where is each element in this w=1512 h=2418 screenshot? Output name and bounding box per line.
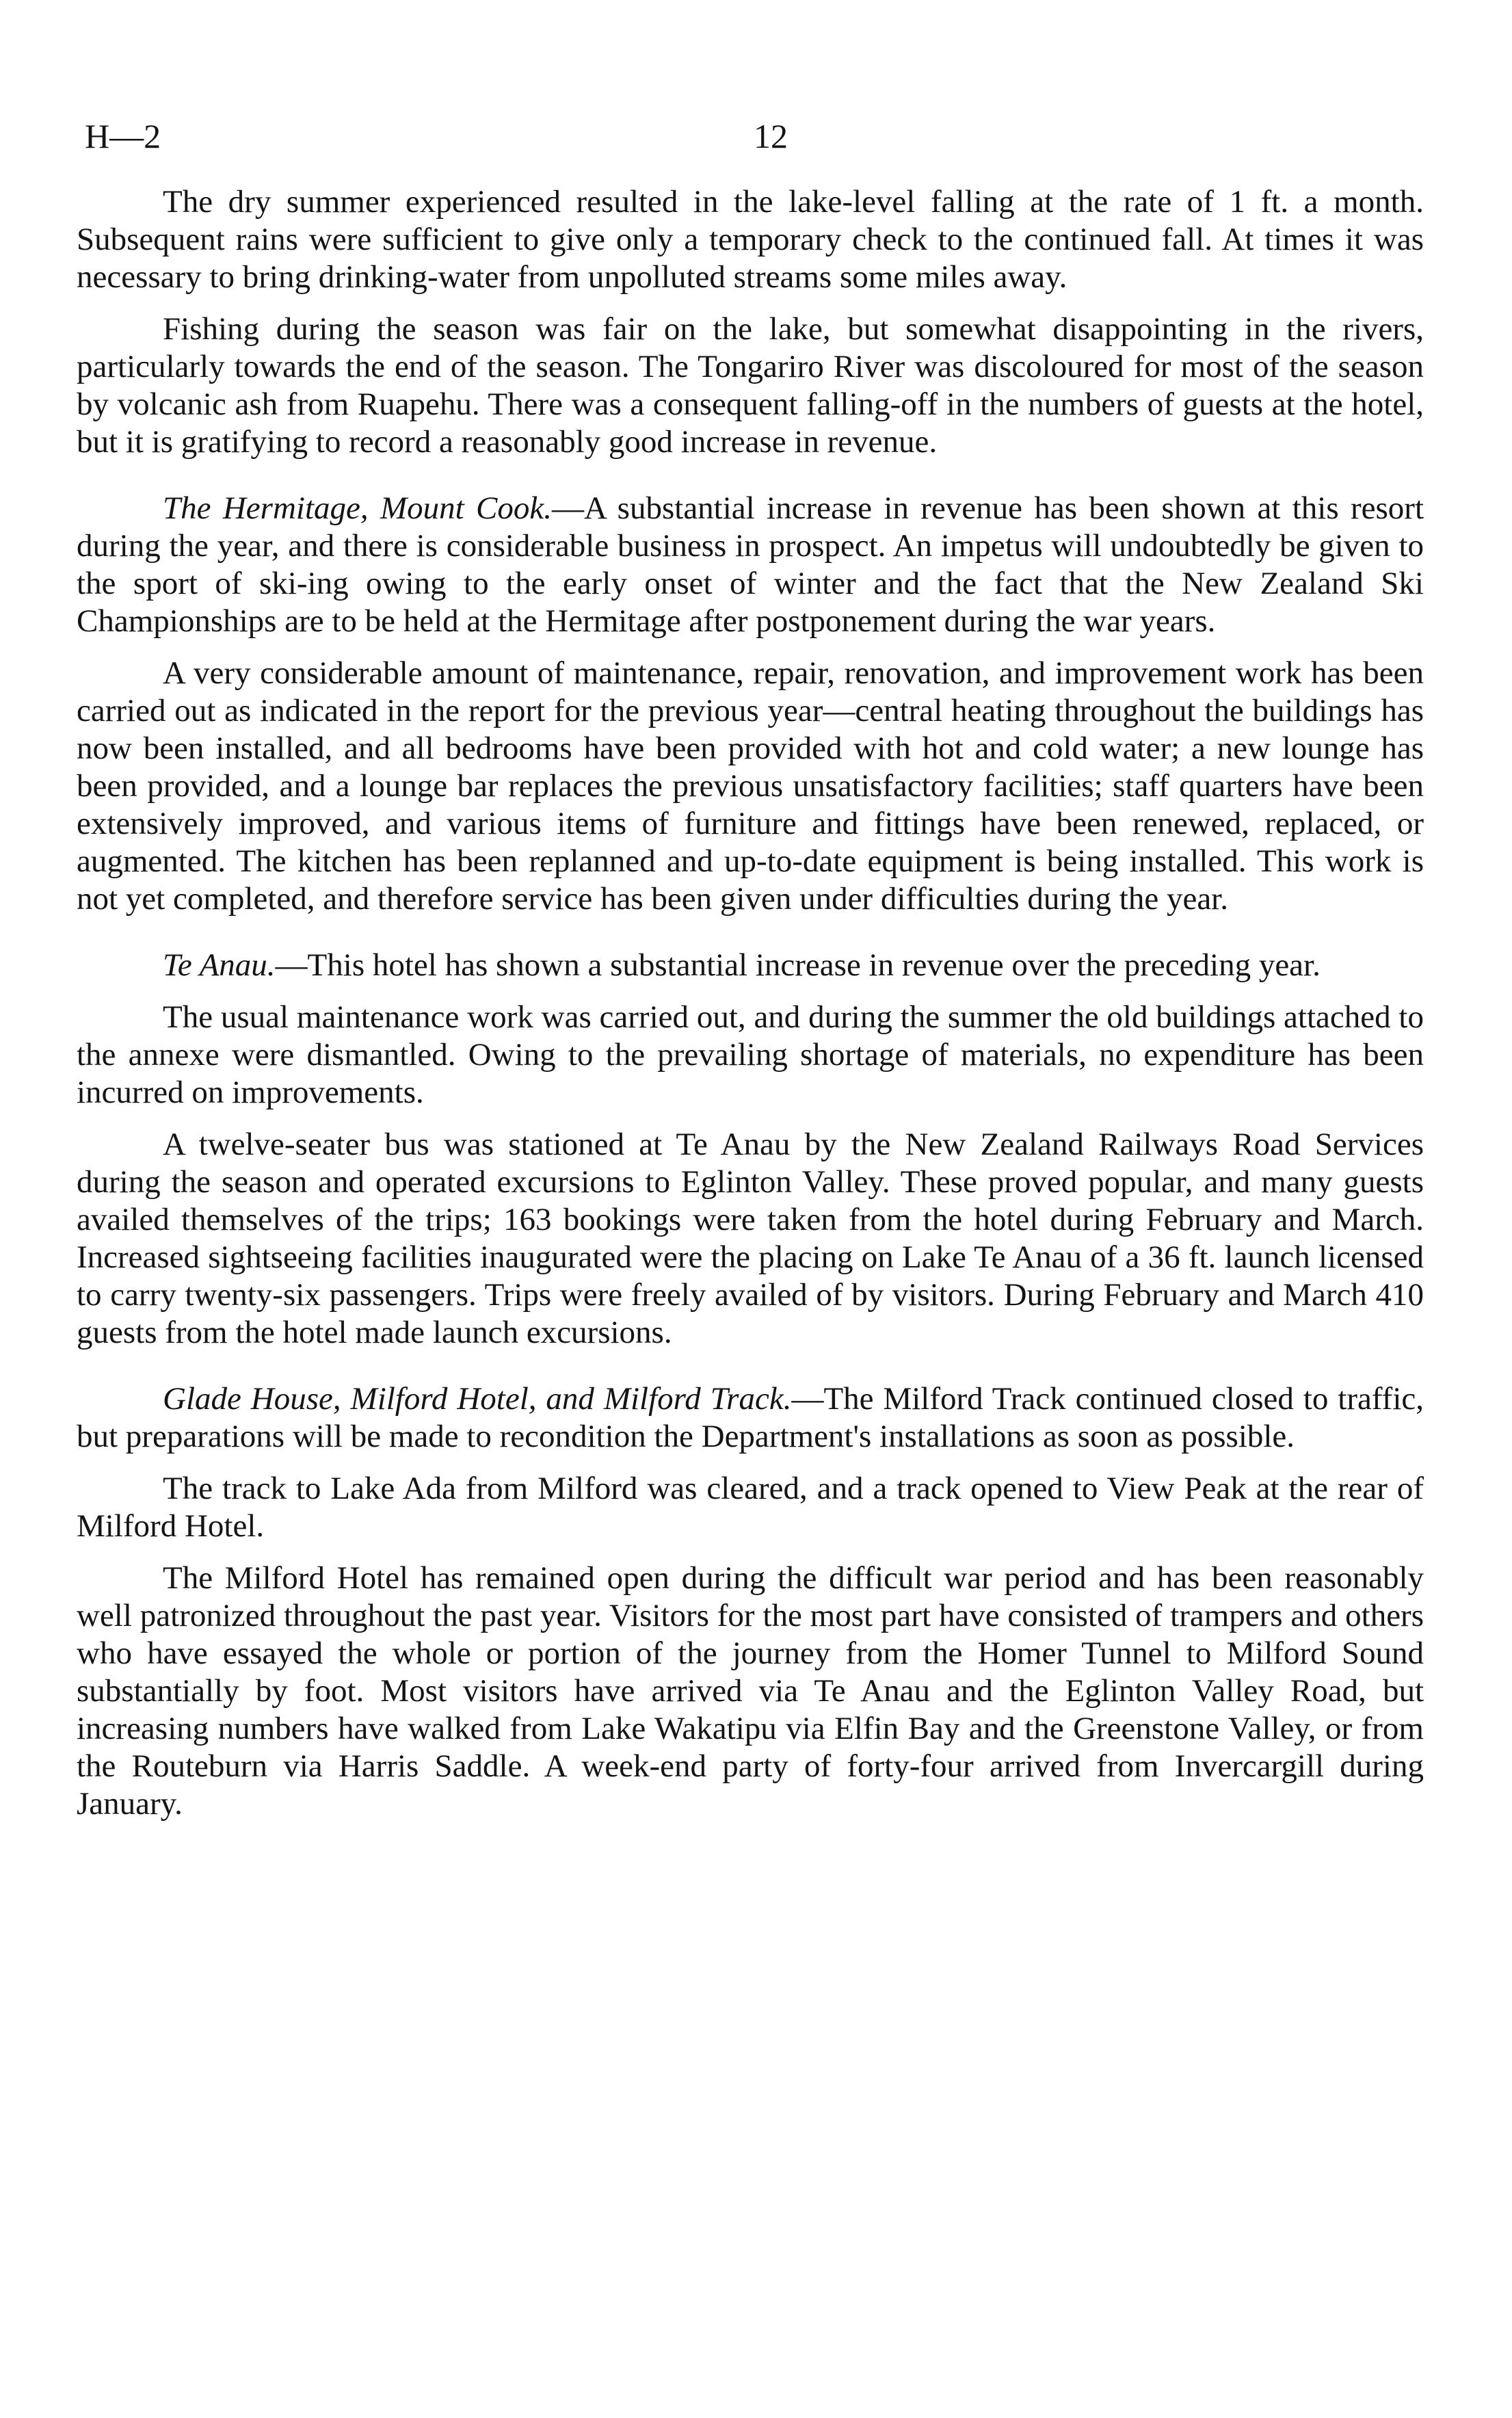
paragraph-hermitage-maintenance: [77, 655, 1424, 918]
section-heading-hermitage: The Hermitage, Mount Cook.: [163, 490, 552, 526]
page-number: 12: [754, 117, 788, 155]
paragraph-milford: [77, 1380, 1424, 1456]
paragraph-fishing: [77, 311, 1424, 461]
section-heading-te-anau: Te Anau.: [163, 947, 276, 983]
paragraph-text: —A substantial increase in revenue has been shown at this resort during the year, and there is considerable business in prospect. An impetus will undoubtedly be given to the sport of ski-ing owing to the early onset of winter and the fact that the New Zealand Ski Championships are to be held at the Hermitage after postponement during the war years.: [77, 490, 1424, 639]
paragraph-lake-level: [77, 183, 1424, 296]
paragraph-text: The usual maintenance work was carried out, and during the summer the old buildings attached to the annexe were dismantled. Owing to the prevailing shortage of materials, no expenditure has been incurred on improvements.: [77, 999, 1424, 1110]
paragraph-text: The dry summer experienced resulted in the lake-level falling at the rate of 1 ft. a month. Subsequent rains were sufficient to give only a temporary check to the continued fall. At times it was necessary to bring drinking-water from unpolluted streams some miles away.: [77, 184, 1424, 295]
section-heading-milford: Glade House, Milford Hotel, and Milford Track.: [163, 1381, 792, 1417]
paragraph-text: The Milford Hotel has remained open during the difficult war period and has been reasonably well patronized throughout the past year. Visitors for the most part have consisted of trampers and others who have essayed the whole or portion of the journey from the Homer Tunnel to Milford Sound substantially by foot. Most visitors have arrived via Te Anau and the Eglinton Valley Road, but increasing numbers have walked from Lake Wakatipu via Elfin Bay and the Greenstone Valley, or from the Routeburn via Harris Saddle. A week-end party of forty-four arrived from Invercargill during January.: [77, 1560, 1424, 1822]
paragraph-text: A very considerable amount of maintenance, repair, renovation, and improvement work has been carried out as indicated in the report for the previous year—central heating throughout the buildings has now been installed, and all bedrooms have been provided with hot and cold water; a new lounge has been provided, and a lounge bar replaces the previous unsatisfactory facilities; staff quarters have been extensively improved, and various items of furniture and fittings have been renewed, replaced, or augmented. The kitchen has been replanned and up-to-date equipment is being installed. This work is not yet completed, and therefore service has been given under difficulties during the year.: [77, 655, 1424, 917]
paragraph-text: —The Milford Track continued closed to traffic, but preparations will be made to recondition the Department's installations as soon as possible.: [77, 1381, 1424, 1454]
paragraph-te-anau: [77, 947, 1424, 984]
paragraph-lake-ada-track: [77, 1470, 1424, 1545]
paragraph-text: The track to Lake Ada from Milford was cleared, and a track opened to View Peak at the rear of Milford Hotel.: [77, 1471, 1424, 1544]
paragraph-hermitage: [77, 490, 1424, 640]
paragraph-milford-hotel: [77, 1560, 1424, 1823]
paragraph-text: —This hotel has shown a substantial increase in revenue over the preceding year.: [275, 947, 1321, 983]
paragraph-text: A twelve-seater bus was stationed at Te Anau by the New Zealand Railways Road Services during the season and operated excursions to Eglinton Valley. These proved popular, and many guests availed themselves of the trips; 163 bookings were taken from the hotel during February and March. Increased sightseeing facilities inaugurated were the placing on Lake Te Anau of a 36 ft. launch licensed to carry twenty-six passengers. Trips were freely availed of by visitors. During February and March 410 guests from the hotel made launch excursions.: [77, 1127, 1424, 1350]
paragraph-te-anau-bus: [77, 1126, 1424, 1352]
paragraph-text: Fishing during the season was fair on the lake, but somewhat disappointing in the rivers, particularly towards the end of the season. The Tongariro River was discoloured for most of the season by volcanic ash from Ruapehu. There was a consequent falling-off in the numbers of guests at the hotel, but it is gratifying to record a reasonably good increase in revenue.: [77, 311, 1424, 460]
body-text: [77, 183, 1424, 1837]
page-header: [42, 103, 1410, 157]
paragraph-te-anau-maintenance: [77, 999, 1424, 1112]
document-reference: H—2: [85, 117, 161, 155]
